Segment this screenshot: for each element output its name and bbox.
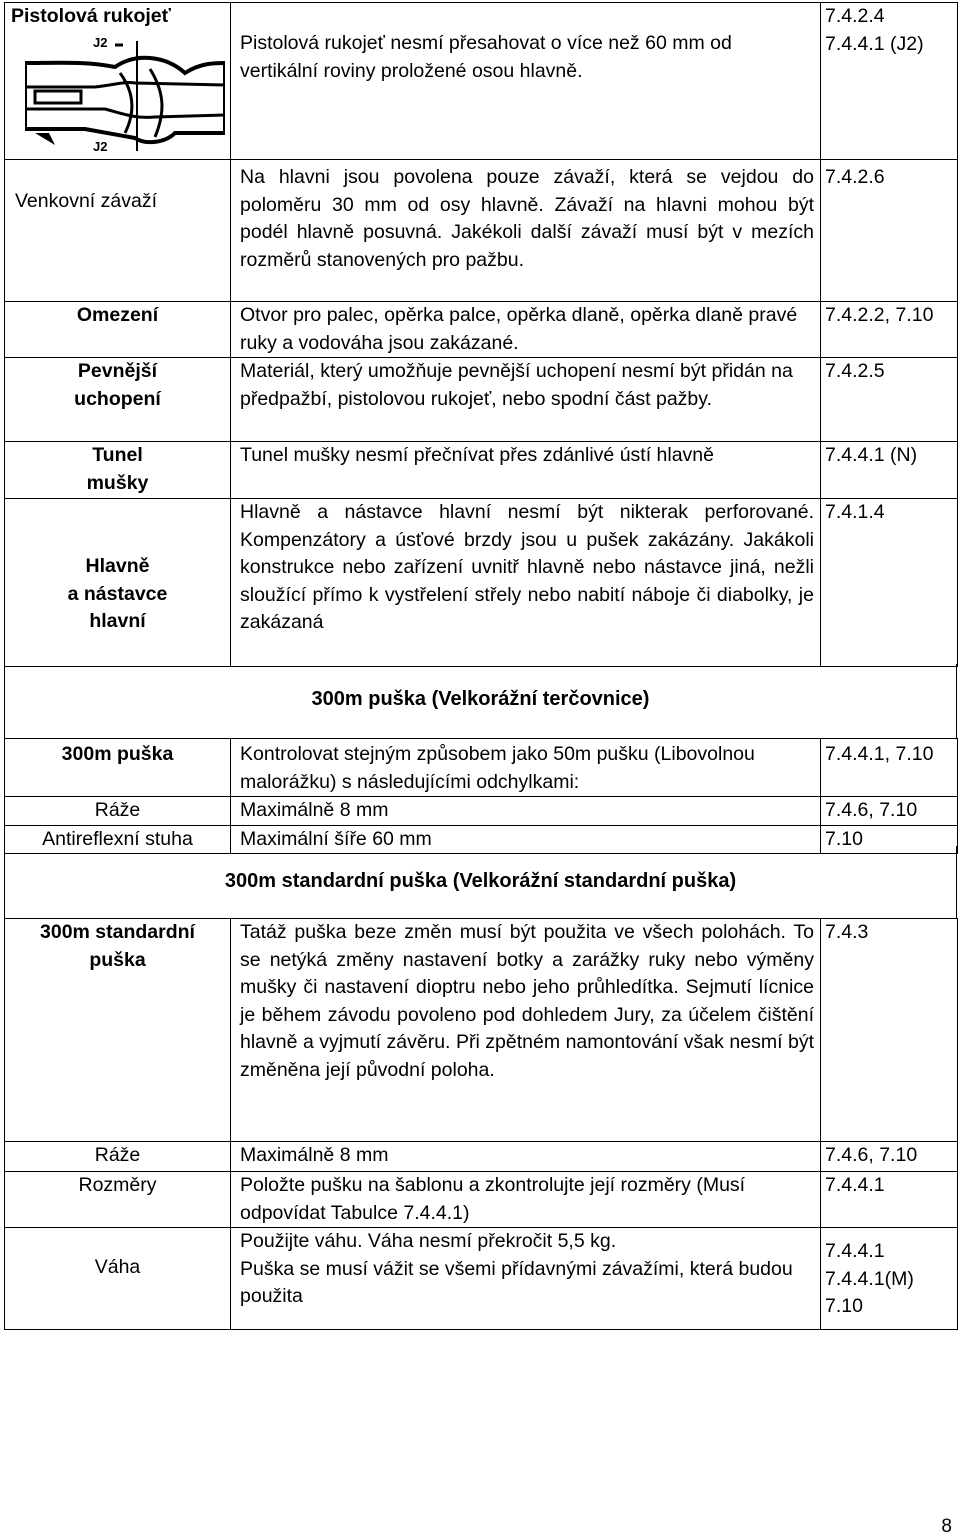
ext-weights-label: Venkovní závaží [5,160,231,302]
caliber-300m-ref: 7.4.6, 7.10 [821,797,958,826]
ext-weights-desc: Na hlavni jsou povolena pouze závaží, která se vejdou do poloměru 30 mm od osy hlavně. Závaží na hlavni mohou být podél hlavně posuvná. Jakékoli další závaží musí být v mezích rozměrů stanovených pro pažbu. [231,160,821,302]
table-row [5,739,958,797]
caliber-300m-label: Ráže [5,797,231,826]
diagram-label-top: J2 [93,34,108,50]
std-caliber-desc: Maximálně 8 mm [231,1142,821,1172]
rifle-300m-desc: Kontrolovat stejným způsobem jako 50m pušku (Libovolnou malorážku) s následujícími odchylkami: [231,739,821,797]
tunnel-desc: Tunel mušky nesmí přečnívat přes zdánlivé ústí hlavně [231,442,821,499]
std-rifle-label-line-2: puška [89,948,146,971]
std-caliber-ref: 7.4.6, 7.10 [821,1142,958,1172]
std-weight-desc-cell [231,1228,821,1330]
grip-label-cell [5,358,231,442]
table-row [5,442,958,499]
antireflex-desc: Maximální šíře 60 mm [231,825,821,854]
table-row [5,1172,958,1228]
table-row [5,1142,958,1172]
std-weight-label: Váha [5,1228,231,1330]
rifle-300m-ref: 7.4.4.1, 7.10 [821,739,958,797]
barrel-label-line-1: Hlavně [85,555,150,577]
pistol-grip-desc: Pistolová rukojeť nesmí přesahovat o více než 60 mm od vertikální roviny proložené osou hlavně. [231,3,821,160]
std-dimensions-ref: 7.4.4.1 [821,1172,958,1228]
rules-table-1 [4,2,958,667]
antireflex-ref: 7.10 [821,825,958,854]
std-weight-ref-cell [821,1228,958,1330]
pistol-grip-diagram [25,33,225,153]
section-300m-std-title: 300m standardní puška (Velkorážní standardní puška) [4,846,957,918]
tunnel-ref: 7.4.4.1 (N) [821,442,958,499]
table-row [5,797,958,826]
std-caliber-label: Ráže [5,1142,231,1172]
std-dimensions-label: Rozměry [5,1172,231,1228]
section-300m-title: 300m puška (Velkorážní terčovnice) [4,664,957,738]
table-row [5,919,958,1142]
restriction-ref: 7.4.2.2, 7.10 [821,302,958,358]
std-weight-ref-2: 7.4.4.1(M) [825,1267,914,1290]
table-row [5,1228,958,1330]
antireflex-label: Antireflexní stuha [5,825,231,854]
std-dimensions-desc: Položte pušku na šablonu a zkontrolujte její rozměry (Musí odpovídat Tabulce 7.4.4.1) [231,1172,821,1228]
pistol-grip-label: Pistolová rukojeť [11,5,171,27]
restriction-label: Omezení [5,302,231,358]
grip-label-line-2: uchopení [74,387,161,410]
tunnel-label-line-2: mušky [86,471,149,494]
rifle-300m-label: 300m puška [5,739,231,797]
table-row [5,3,958,160]
grip-desc: Materiál, který umožňuje pevnější uchopení nesmí být přidán na předpažbí, pistolovou rukojeť, nebo spodní část pažby. [231,358,821,442]
std-weight-desc-line-1: Použijte váhu. Váha nesmí překročit 5,5 kg. [240,1230,617,1252]
grip-label-line-1: Pevnější [77,360,158,382]
restriction-desc: Otvor pro palec, opěrka palce, opěrka dlaně, opěrka dlaně pravé ruky a vodováha jsou zakázané. [231,302,821,358]
pistol-grip-ref-cell [821,3,958,160]
table-row [5,160,958,302]
pistol-grip-cell [5,3,231,160]
barrel-ref: 7.4.1.4 [821,499,958,667]
table-row [5,358,958,442]
barrel-label-line-3: hlavní [89,610,146,632]
barrel-label-line-2: a nástavce [67,582,168,605]
caliber-300m-desc: Maximálně 8 mm [231,797,821,826]
rules-table-300m-std [4,918,958,1330]
diagram-label-bottom: J2 [93,138,108,153]
std-rifle-ref: 7.4.3 [821,919,958,1142]
page-number: 8 [941,1516,952,1537]
pistol-grip-ref-1: 7.4.2.4 [825,5,885,27]
table-row [5,302,958,358]
std-rifle-label-cell [5,919,231,1142]
tunnel-label-line-1: Tunel [92,444,143,466]
rules-table-300m [4,738,958,854]
std-rifle-label-line-1: 300m standardní [40,921,195,943]
table-row [5,499,958,667]
pistol-grip-ref-2: 7.4.4.1 (J2) [825,32,924,55]
std-weight-desc-line-2: Puška se musí vážit se všemi přídavnými závažími, která budou použita [240,1257,793,1307]
barrel-label-cell [5,499,231,667]
std-weight-ref-1: 7.4.4.1 [825,1240,885,1262]
std-weight-ref-3: 7.10 [825,1295,863,1317]
std-rifle-desc: Tatáž puška beze změn musí být použita ve všech polohách. To se netýká změny nastavení botky a zarážky ruky nebo výměny mušky či nastavení dioptru nebo jeho průhledítka. Sejmutí lícnice je během závodu povoleno pod dohledem Jury, za účelem čištění hlavně a vyjmutí závěru. Při zpětném namontování však nesmí být změněna její původní poloha. [231,919,821,1142]
grip-ref: 7.4.2.5 [821,358,958,442]
tunnel-label-cell [5,442,231,499]
barrel-desc: Hlavně a nástavce hlavní nesmí být nikterak perforované. Kompenzátory a úsťové brzdy jsou u pušek zakázány. Jakákoli konstrukce nebo zařízení uvnitř hlavně nebo nástavce jiná, nežli sloužící přímo k vystřelení střely nebo nabití náboje či diabolky, je zakázaná [231,499,821,667]
ext-weights-ref: 7.4.2.6 [821,160,958,302]
